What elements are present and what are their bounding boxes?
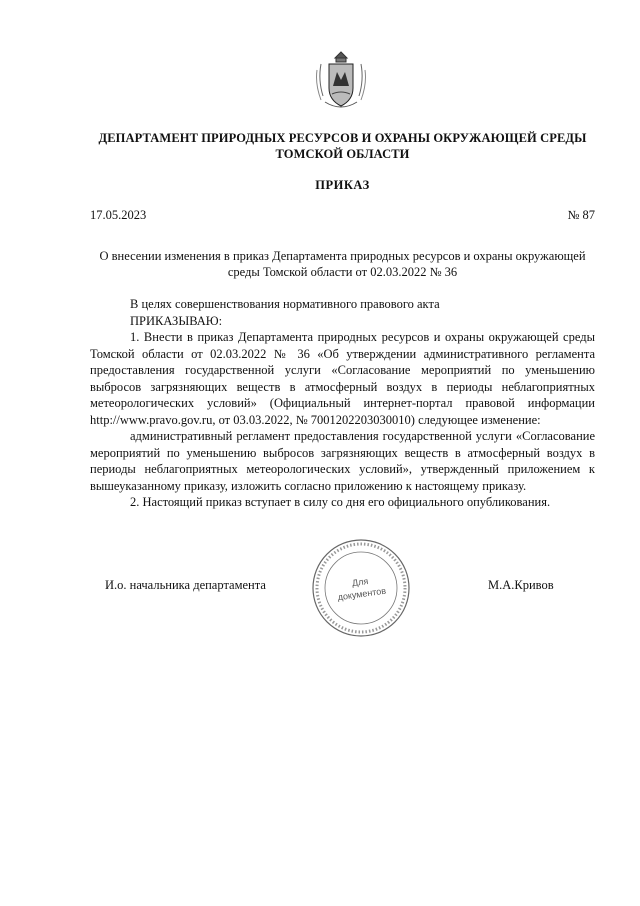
item-2: 2. Настоящий приказ вступает в силу со дня его официального опубликования.	[130, 495, 551, 509]
document-body	[90, 296, 595, 511]
order-word: ПРИКАЗЫВАЮ:	[130, 313, 223, 328]
document-type: ПРИКАЗ	[315, 178, 370, 192]
official-stamp	[311, 538, 411, 638]
item-1-change: административный регламент предоставления государственной услуги «Согласование мероприятий по уменьшению выбросов загрязняющих веществ в атмосферный воздух в периоды неблагоприятных метеорологических условий», утвержденный приложением к вышеуказанному приказу, изложить согласно приложению к настоящему приказу.	[90, 429, 595, 493]
intro-paragraph: В целях совершенствования нормативного правового акта	[130, 297, 440, 311]
signatory-name: М.А.Кривов	[488, 578, 554, 592]
svg-text:Для: Для	[351, 575, 369, 589]
document-date: 17.05.2023	[90, 208, 147, 222]
department-name: ДЕПАРТАМЕНТ ПРИРОДНЫХ РЕСУРСОВ И ОХРАНЫ ОКРУЖАЮЩЕЙ СРЕДЫ ТОМСКОЙ ОБЛАСТИ	[98, 131, 587, 161]
item-1: 1. Внести в приказ Департамента природных ресурсов и охраны окружающей среды Томской области от 02.03.2022 № 36 «Об утверждении административного регламента предоставления государственной услуги «Согласование мероприятий по уменьшению выбросов загрязняющих веществ в атмосферный воздух в периоды неблагоприятных метеорологических условий» (Официальный интернет-портал правовой информации http://www.pravo.gov.ru, от 03.03.2022, № 7001202203030010) следующее изменение:	[90, 330, 595, 427]
document-subject: О внесении изменения в приказ Департамента природных ресурсов и охраны окружающей среды Томской области от 02.03.2022 № 36	[99, 249, 586, 279]
svg-text:документов: документов	[337, 585, 387, 603]
coat-of-arms-icon	[315, 50, 367, 112]
document-number: № 87	[567, 208, 595, 222]
signatory-position: И.о. начальника департамента	[105, 578, 266, 592]
